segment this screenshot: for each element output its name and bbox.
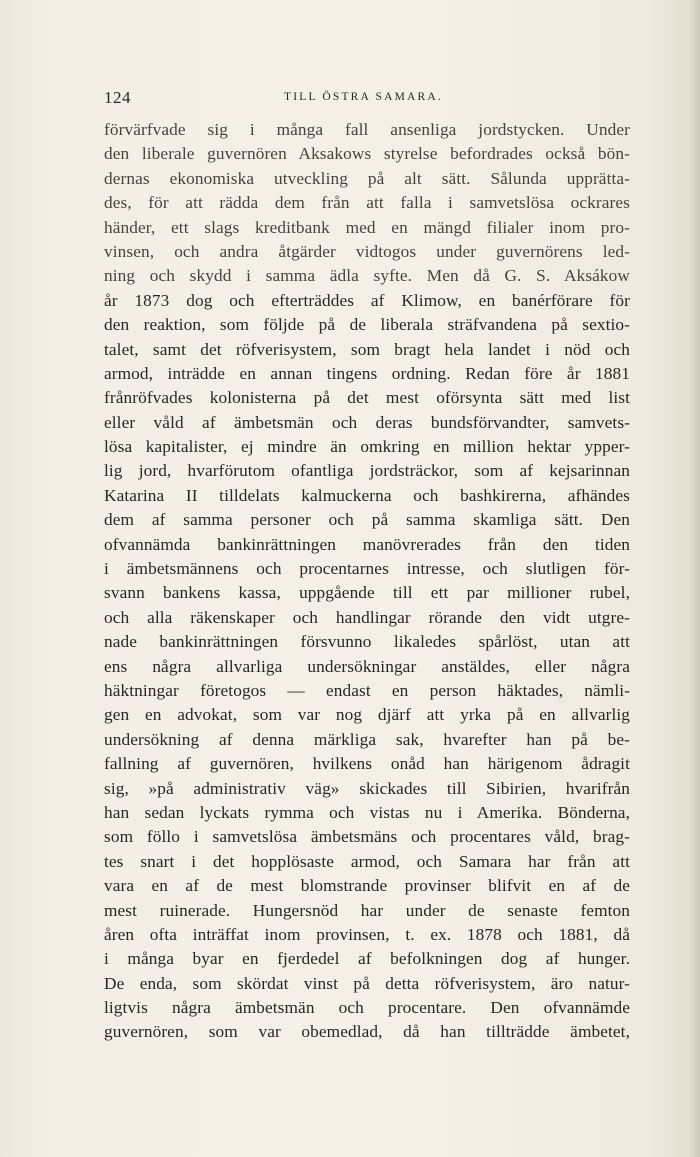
text-line: talet, samt det röfverisystem, som bragt hela landet i nöd och xyxy=(104,339,630,359)
text-line: ens några allvarliga undersökningar anstäldes, eller några xyxy=(104,656,630,676)
text-line: lig jord, hvarförutom ofantliga jordsträckor, som af kejsarinnan xyxy=(104,461,630,481)
text-line: mest ruinerade. Hungersnöd har under de senaste femton xyxy=(104,900,630,920)
text-line: Katarina II tilldelats kalmuckerna och bashkirerna, afhändes xyxy=(104,485,630,505)
text-line: dernas ekonomiska utveckling på alt sätt. Sålunda upprätta- xyxy=(104,168,630,188)
text-line: sig, »på administrativ väg» skickades till Sibirien, hvarifrån xyxy=(104,778,630,798)
page-edge-shadow xyxy=(688,0,700,1157)
running-head xyxy=(104,88,630,110)
text-line: tes snart i det hopplösaste armod, och Samara har från att xyxy=(104,851,630,871)
text-line: fallning af guvernören, hvilkens onåd han härigenom ådragit xyxy=(104,754,630,774)
running-title: TILL ÖSTRA SAMARA. xyxy=(284,91,443,103)
text-line: undersökning af denna märkliga sak, hvarefter han på be- xyxy=(104,729,630,749)
text-line: lösa kapitalister, ej mindre än omkring en million hektar ypper- xyxy=(104,437,630,457)
text-line: ligtvis några ämbetsmän och procentare. Den ofvannämde xyxy=(104,998,630,1018)
text-line: den liberale guvernören Aksakows styrelse befordrades också bön- xyxy=(104,144,630,164)
text-line: guvernören, som var obemedlad, då han tillträdde ämbetet, xyxy=(104,1022,630,1042)
text-line: ning och skydd i samma ädla syfte. Men då G. S. Aksákow xyxy=(104,266,630,286)
text-line: och alla räkenskaper och handlingar rörande den vidt utgre- xyxy=(104,607,630,627)
text-line: förvärfvade sig i många fall ansenliga jordstycken. Under xyxy=(104,120,630,139)
text-line: ofvannämda bankinrättningen manövrerades från den tiden xyxy=(104,534,630,554)
text-line: den reaktion, som följde på de liberala sträfvandena på sextio- xyxy=(104,315,630,335)
text-line: dem af samma personer och på samma skamliga sätt. Den xyxy=(104,510,630,530)
text-line: han sedan lyckats rymma och vistas nu i Amerika. Bönderna, xyxy=(104,802,630,822)
text-line: år 1873 dog och efterträddes af Klimow, en banérförare för xyxy=(104,290,630,310)
text-line: nade bankinrättningen försvunno likaledes spårlöst, utan att xyxy=(104,632,630,652)
text-line: som föllo i samvetslösa ämbetsmäns och procentares våld, brag- xyxy=(104,827,630,847)
text-line: i ämbetsmännens och procentarnes intresse, och slutligen för- xyxy=(104,559,630,579)
text-line: armod, inträdde en annan tingens ordning. Redan före år 1881 xyxy=(104,363,630,383)
text-line: des, för att rädda dem från att falla i samvetslösa ockrares xyxy=(104,193,630,213)
text-line: eller våld af ämbetsmän och deras bundsförvandter, samvets- xyxy=(104,412,630,432)
text-line: vara en af de mest blomstrande provinser blifvit en af de xyxy=(104,876,630,896)
body-text xyxy=(104,118,630,1045)
text-line: i många byar en fjerdedel af befolkningen dog af hunger. xyxy=(104,949,630,969)
text-line: svann bankens kassa, uppgående till ett par millioner rubel, xyxy=(104,583,630,603)
text-line: händer, ett slags kreditbank med en mängd filialer inom pro- xyxy=(104,217,630,237)
text-line: åren ofta inträffat inom provinsen, t. ex. 1878 och 1881, då xyxy=(104,924,630,944)
text-line: häktningar företogos — endast en person häktades, nämli- xyxy=(104,680,630,700)
text-line: vinsen, och andra åtgärder vidtogos under guvernörens led- xyxy=(104,241,630,261)
text-line: De enda, som skördat vinst på detta röfverisystem, äro natur- xyxy=(104,973,630,993)
text-line: gen en advokat, som var nog djärf att yrka på en allvarlig xyxy=(104,705,630,725)
page-number: 124 xyxy=(104,88,131,107)
text-line: frånröfvades kolonisterna på det mest oförsynta sätt med list xyxy=(104,388,630,408)
